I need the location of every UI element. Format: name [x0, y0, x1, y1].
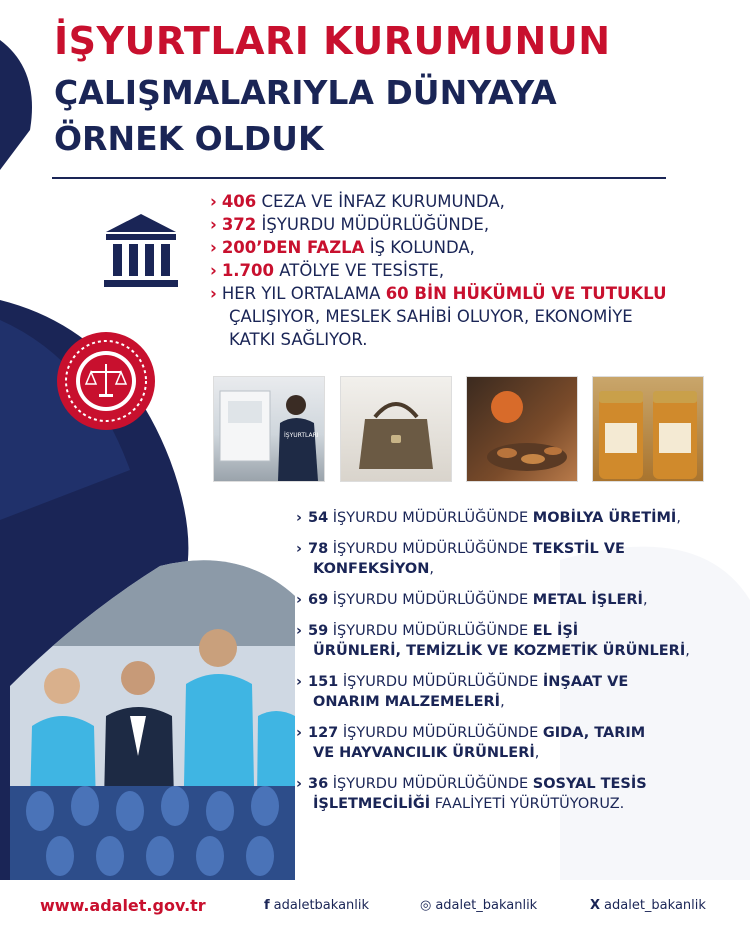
stat-item: › 406 CEZA VE İNFAZ KURUMUNDA,: [210, 192, 505, 211]
title-line-2: ÇALIŞMALARIYLA DÜNYAYA: [54, 73, 557, 112]
workshop-categories: [296, 508, 736, 825]
handbag-photo: [340, 376, 452, 482]
stat-item: › 372 İŞYURDU MÜDÜRLÜĞÜNDE,: [210, 215, 490, 234]
stat-continuation: KATKI SAĞLIYOR.: [229, 330, 368, 349]
chevron-right-icon: ›: [296, 541, 302, 557]
chevron-right-icon: ›: [296, 623, 302, 639]
facebook-link[interactable]: f adaletbakanlik: [264, 898, 370, 913]
courthouse-icon: [100, 210, 182, 292]
chevron-right-icon: ›: [296, 510, 302, 526]
list-item: › 78 İŞYURDU MÜDÜRLÜĞÜNDE TEKSTİL VE KONFEKSİYON,: [296, 541, 625, 577]
x-link[interactable]: X adalet_bakanlik: [590, 898, 706, 913]
chevron-right-icon: ›: [210, 261, 217, 280]
stat-item: › 200’DEN FAZLA İŞ KOLUNDA,: [210, 238, 475, 257]
instagram-icon: ◎: [420, 898, 432, 913]
stat-item: › HER YIL ORTALAMA 60 BİN HÜKÜMLÜ VE TUTUKLU: [210, 284, 667, 303]
ministry-seal-icon: [55, 330, 157, 432]
chevron-right-icon: ›: [210, 284, 217, 303]
minister-photo: [10, 556, 295, 886]
metalwork-photo: [466, 376, 578, 482]
chevron-right-icon: ›: [296, 776, 302, 792]
chevron-right-icon: ›: [296, 592, 302, 608]
chevron-right-icon: ›: [296, 725, 302, 741]
key-stats: [210, 192, 730, 353]
list-item: › 59 İŞYURDU MÜDÜRLÜĞÜNDE EL İŞİ ÜRÜNLERİ, TEMİZLİK VE KOZMETİK ÜRÜNLERİ,: [296, 623, 690, 659]
website-link[interactable]: www.adalet.gov.tr: [40, 896, 206, 915]
list-item: › 69 İŞYURDU MÜDÜRLÜĞÜNDE METAL İŞLERİ,: [296, 592, 648, 608]
facebook-icon: f: [264, 898, 270, 913]
stat-continuation: ÇALIŞIYOR, MESLEK SAHİBİ OLUYOR, EKONOMİYE: [229, 307, 633, 326]
title-line-3: ÖRNEK OLDUK: [54, 119, 324, 158]
title-divider: [52, 177, 666, 179]
stat-item: › 1.700 ATÖLYE VE TESİSTE,: [210, 261, 445, 280]
shirt-label: İŞYURTLARI: [284, 432, 319, 439]
chevron-right-icon: ›: [296, 674, 302, 690]
list-item: › 54 İŞYURDU MÜDÜRLÜĞÜNDE MOBİLYA ÜRETİMİ,: [296, 510, 681, 526]
list-item: › 151 İŞYURDU MÜDÜRLÜĞÜNDE İNŞAAT VE ONARIM MALZEMELERİ,: [296, 674, 629, 710]
list-item: › 127 İŞYURDU MÜDÜRLÜĞÜNDE GIDA, TARIM VE HAYVANCILIK ÜRÜNLERİ,: [296, 725, 646, 761]
x-icon: X: [590, 898, 601, 913]
instagram-link[interactable]: ◎ adalet_bakanlik: [420, 898, 538, 913]
title-line-1: İŞYURTLARI KURUMUNUN: [54, 19, 611, 63]
honey-jars-photo: [592, 376, 704, 482]
list-item: › 36 İŞYURDU MÜDÜRLÜĞÜNDE SOSYAL TESİS İŞLETMECİLİĞİ FAALİYETİ YÜRÜTÜYORUZ.: [296, 776, 647, 812]
workshop-photo: [213, 376, 325, 482]
chevron-right-icon: ›: [210, 215, 217, 234]
chevron-right-icon: ›: [210, 192, 217, 211]
chevron-right-icon: ›: [210, 238, 217, 257]
